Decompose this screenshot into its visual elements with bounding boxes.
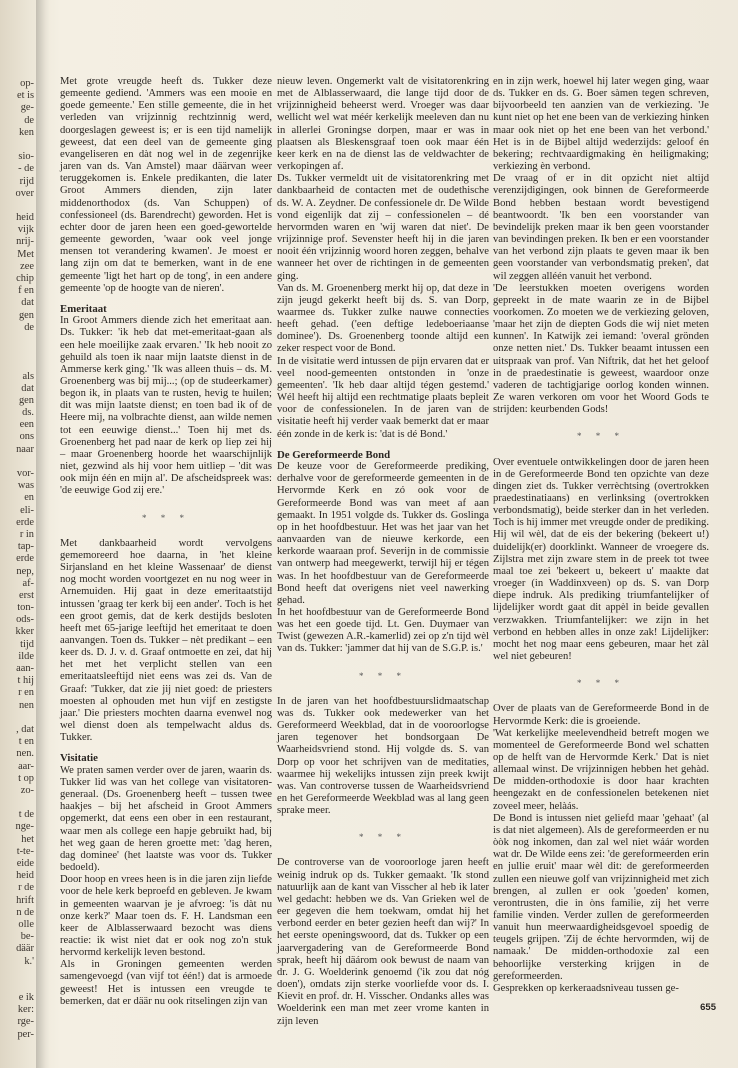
previous-page-fragment: nen. bbox=[16, 748, 34, 760]
previous-page-fragment bbox=[2, 456, 34, 468]
previous-page-fragment bbox=[2, 712, 34, 724]
paragraph: Met grote vreugde heeft ds. Tukker deze gemeente gediend. 'Ammers was een mooie en goede gemeente.' Een stille gemeente, die in het verleden van vrijzinnig rechtzinnig werd, doorgeslagen geweest is; er is een tijd namelijk geweest, dat een deel van de gemeente ging evangeliseren en dàt nog wel in de zegenrijke jaren van ds. Van Amstel) maar däärvan weer teruggekomen is. Enkele predikanten, die later Groot Ammers dienden, zijn later middenorthodox (ds. Van Schuppen) of confessioneel (ds. Barendrecht) geworden. Het is echter door de jaren heen een goed-gewortelde gemeente geworden, 'waar ook veel jonge mensen tot verandering kwamen'. Je moest er lang zijn om dat te bemerken, want in de ene gemeente 'ligt het hart op de tong', in een andere gemeente 'op de hoogte van de nieren'. bbox=[60, 76, 272, 294]
previous-page-fragment: t hij bbox=[17, 675, 34, 687]
section-separator: * * * bbox=[359, 670, 407, 681]
paragraph: In de jaren van het hoofdbestuurslidmaatschap was ds. Tukker ook medewerker van het Gereformeerd Weekblad, dat in de vooroorlogse jaren tegenover het bondsorgaan De Waarheidsvriend stond. Hij volgde ds. S. van Dorp op voor het schrijven van de meditaties, waarmee hij wekelijks intussen zijn preek kwijt was. Van controverse tussen de Waarheidsvriend en het Gereformeerde Weekblad was al lang geen sprake meer. bbox=[277, 695, 489, 817]
paragraph: We praten samen verder over de jaren, waarin ds. Tukker lid was van het college van visitatoren-generaal. (Ds. Groenenberg heeft – tussen twee haakjes – bij het afscheid in Groot Ammers opgemerkt, dat eens een ober in een restaurant, waar men als college een hapje gebruikt had, bij het weg gaan de heren groette met: 'dag heren, dag dominee' (het laatste was voor ds. Tukker bedoeld). bbox=[60, 764, 272, 874]
paragraph: De Bond is intussen niet geliefd maar 'gehaat' (al is dat niet algemeen). Als de gereformeerden er nu òòk nog inkomen, dan zal wel niet wáár worden wat dr. De Wilde eens zei: 'de gereformeerden erin en jullie eruit' maar wèl dit: de gereformeerden zullen een nieuwe golf van vrijzinnigheid met zich brengen, al zullen er ook 'goeden' komen, verontrusten, die in òns familie, zij het verre familie vinden. Verder zullen de gereformeerden vanuit hun meerwaardigheidsgevoel spoedig de teugels grijpen. 'Zij de échte hervormden, wij de namaak.' De midden-orthodoxie zal een behoorlijke versterking krijgen in de gereformeerden. bbox=[493, 812, 709, 982]
previous-page-fragment: eli- bbox=[20, 504, 34, 516]
previous-page-fragment: eide bbox=[16, 858, 34, 869]
previous-page-fragment: aar- bbox=[18, 760, 34, 772]
binding-gutter-shadow bbox=[36, 0, 50, 1068]
paragraph: 'De leerstukken moeten overigens worden gepreekt in de mate waarin ze in de Bijbel voorkomen. Zo moeten we de verkiezing geloven, 'maar het zijn de diepten Gods die wij niet meten kunnen'. In Katwijk zei iemand: 'overal grönden onze netten niet.' Ds. Tukker beaamt intussen een uitspraak van prof. Van Niftrik, dat het het geloof in de praedestinatie is geweest, waardoor onze vaderen de tachtigjarige oorlog konden winnen. Ze waren verkoren om voor het Woord Gods te strijden: keurbenden Gods! bbox=[493, 282, 709, 416]
previous-page-fragment: ds. bbox=[22, 407, 34, 419]
previous-page-fragment: chip bbox=[16, 273, 34, 284]
previous-page-fragment: olle bbox=[18, 918, 34, 930]
previous-page-fragment bbox=[2, 334, 34, 346]
previous-page-fragment: t en bbox=[18, 736, 34, 748]
paragraph: nieuw leven. Ongemerkt valt de visitatorenkring met de Alblasserwaard, die lange tijd door de vrijzinnigheid beheerst werd. Vroeger was daar wellicht wel wat méér kerkelijk meeleven dan nu in allerlei Groningse dorpen, maar er was in plaatsen als Bleskensgraaf toen ook maar één keer kerk en na de dienst las de veldwachter de verkopingen af. bbox=[277, 76, 489, 173]
previous-page-fragment: k.' bbox=[24, 955, 34, 967]
previous-page-fragment: erst bbox=[18, 589, 34, 601]
paragraph: en in zijn werk, hoewel hij later wegen ging, waar ds. Tukker en ds. G. Boer sàmen tegen schreven, bijvoorbeeld ten aanzien van de verkiezing. 'Je kunt niet op het ene been van de verkiezing hinken maar ook niet op het ene been van het verbond.' Het is in de Bijbel altijd wederzijds: geloof én bekering; rechtvaardigmaking èn heiligmaking; verkiezing èn verbond. bbox=[493, 76, 709, 173]
section-heading: Visitatie bbox=[60, 752, 98, 765]
previous-page-fragment: ker: bbox=[17, 1004, 34, 1016]
previous-page-fragment: een bbox=[19, 419, 34, 431]
previous-page-fragment: gen bbox=[18, 309, 34, 321]
paragraph: Als in Groningen gemeenten werden samengevoegd (van vijf tot één!) dat is armoede geweest! Het is intussen een vreugde te bemerken, dat er däär nu ook ritselingen zijn van bbox=[60, 959, 272, 1007]
previous-page-fragment bbox=[2, 346, 34, 358]
previous-page-fragment: sio- bbox=[18, 151, 34, 163]
paragraph: Met dankbaarheid wordt vervolgens gememoreerd hoe daarna, in 'het kleine Sirjansland en het kleine Wassenaar' de dienst nog mocht worden voortgezet en nu nog weer in Arnemuiden. Hij gaat in deze emeritaatstijd intussen 'graag ter kerk bij een ander'. Toch is het een groot gemis, dat de kerk destijds besloten heeft met 65-jarige leeftijd het emeritaat te doen aanvangen. Toen ds. Tukker – nèt predikant – een keer ds. D. J. v. d. Graaf ontmoette en zei, dat hij het met het verplicht stellen van een emeritaatsleeftijd niet eens was zei ds. Van de Graaf: 'Tukker, dat zie jij niet goed: de priesters moesten al ophouden met hun vijf en zestigste jaar.' Die priesters mochten daarna evenwel nog wel dienst doen als tempelwacht aldus ds. Tukker. bbox=[60, 537, 272, 744]
paragraph: In de visitatie werd intussen de pijn ervaren dat er veel nood-gemeenten ontstonden in 'onze gemeenten'. 'Ik heb daar altijd tégen gestemd.' Wél heeft hij altijd een rechtmatige plaats bepleit voor de confessionelen. In de jaren van de visitatie heeft hij verder vaak bemerkt dat er maar één zonde in de kerk is: 'dat is dé Bond.' bbox=[277, 355, 489, 440]
previous-page-fragment: dat bbox=[21, 297, 34, 309]
paragraph: Door hoop en vrees heen is in die jaren zijn liefde voor de hele kerk beproefd en gebleven. Je kwam in gemeenten waarvan je je afvroeg: 'is dàt nu onze kerk?' Maar toen ds. F. H. Landsman een keer de Alblasserwaard bezocht was diens reactie: ik wist niet dat er ook nog zo'n stuk hervormd kerkelijk leven bestond. bbox=[60, 874, 272, 959]
previous-page-fragment: t de bbox=[18, 809, 34, 821]
previous-page-fragment: - de bbox=[18, 163, 34, 175]
previous-page-fragment: over bbox=[15, 187, 34, 199]
paragraph: De vraag of er in dit opzicht niet altijd verenzijdigingen, ook binnen de Gereformeerde Bond hebben bestaan wordt bevestigend beantwoordt. 'Ik ben een voorstander van bevindelijk preken maar ik ben geen voorstander van bevindingen preken. Ik ben er een voorstander van het verbond zijn plaats te geven maar ik ben geen voorstander van verbondsmatig preken', dat wil zeggen alléén vanuit het verbond. bbox=[493, 173, 709, 282]
previous-page-fragment: nep, bbox=[16, 565, 34, 577]
section-separator: * * * bbox=[142, 512, 190, 523]
section-separator: * * * bbox=[577, 678, 625, 689]
previous-page-fragment: gen bbox=[18, 394, 34, 406]
previous-page-fragment: per- bbox=[17, 1028, 34, 1040]
previous-page-fragments bbox=[2, 78, 34, 1041]
previous-page-fragment: nge- bbox=[15, 821, 34, 833]
previous-page-fragment: het bbox=[21, 833, 34, 845]
paragraph: 'Wat kerkelijke meelevendheid betreft mogen we momenteel de Gereformeerde Bond wel schatten op de helft van de Hervormde Kerk.' Dat is niet allemaal winst. De vrijzinnigen hebben het gehàd. De midden-orthodoxie is door haar krachten heengezakt en de confessionelen betekenen niet zoveel meer, helàás. bbox=[493, 727, 709, 812]
previous-page-fragment: r in bbox=[19, 528, 34, 540]
previous-page-fragment: t op bbox=[18, 772, 34, 784]
previous-page-fragment: vor- bbox=[16, 468, 34, 479]
paragraph: Gesprekken op kerkeraadsniveau tussen ge- bbox=[493, 982, 679, 994]
previous-page-fragment bbox=[2, 980, 34, 992]
previous-page-fragment: ge- bbox=[20, 102, 34, 114]
previous-page-fragment: naar bbox=[16, 443, 34, 455]
previous-page-fragment bbox=[2, 797, 34, 809]
previous-page-fragment: zo- bbox=[20, 784, 34, 796]
previous-page-fragment: f en bbox=[18, 285, 34, 297]
paragraph: Over eventuele ontwikkelingen door de jaren heen in de Gereformeerde Bond ten opzichte van deze dingen ziet ds. Tukker verrèchtsing (overtrokken praedestinatiaans) en verlinksing (overtrokken verbondsmatig), beide sterker dan in het verleden. Toch is hij immer met vreugde onder de prediking. Hij wil wèl, dat de eis der bekering (bekeert u!) duidelijk(er) doorklinkt. Wanneer de vroegere ds. Zijlstra met zijn zware stem in de preek tot twee maal toe zei 'bekeert u, bekeert u' maakte dat vroeger (in Waddinxveen) op ds. S. van Dorp diepe indruk. Als prediking triumfantelijker of lijdelijker wordt gaat dit appèl in beide gevallen verzwakken. Triumfantelijker: we zijn in het verbond en hebben alles in onze zak! Lijdelijker: mocht het nog maar eens gebeuren, maar het zàl wel niet gebeuren! bbox=[493, 456, 709, 663]
section-heading: De Gereformeerde Bond bbox=[277, 448, 391, 461]
text-column-3 bbox=[493, 76, 709, 995]
previous-page-fragment: e ik bbox=[18, 992, 34, 1004]
previous-page-fragment: was bbox=[17, 480, 34, 492]
paragraph: Ds. Tukker vermeldt uit de visitatorenkring met dankbaarheid de contacten met de oudethische ds. W. A. Zeydner. De confessionele dr. De Wilde vond eigenlijk dat zij – confessionelen – dé hervormden waren en 'wij waren dat niet'. De vrijzinnige prof. Sevenster heeft hij in die jaren nooit één vrijzinnig woord horen zeggen, behalve wanneer het over de richtingen in de gemeenten ging. bbox=[277, 173, 489, 282]
paragraph: De keuze voor de Gereformeerde prediking, derhalve voor de gereformeerde gemeenten in de Hervormde Kerk en zó ook voor de Gereformeerde Bond was van meet af aan gemaakt. In 1951 volgde ds. Tukker ds. Goslinga op in het hoofdbestuur. Het was het jaar van het aanvaarden van de nieuwe kerkorde, een kerkorde waaraan prof. Severijn in de commissie van ontwerp had meegewerkt, terwijl hij er tégen was. In het hoofdbestuur van de Gereformeerde Bond heeft dat overigens niet veel nawerking gehad. bbox=[277, 461, 489, 606]
text-column-2 bbox=[277, 76, 489, 1028]
previous-page-fragment: vijk bbox=[17, 224, 34, 236]
previous-page-fragment: , dat bbox=[16, 723, 34, 735]
section-heading: Emeritaat bbox=[60, 302, 107, 315]
previous-page-fragment: heid bbox=[16, 870, 34, 882]
previous-page-fragment: tap- bbox=[17, 541, 34, 553]
previous-page-fragment bbox=[2, 358, 34, 370]
previous-page-fragment: Met bbox=[17, 248, 34, 260]
previous-page-fragment: ons bbox=[19, 431, 34, 443]
previous-page-fragment: r en bbox=[18, 687, 34, 699]
previous-page-fragment: de bbox=[24, 321, 34, 333]
previous-page-fragment: rge- bbox=[17, 1016, 34, 1028]
text-column-1 bbox=[60, 76, 272, 1008]
previous-page-fragment: tijd bbox=[20, 638, 34, 650]
section-separator: * * * bbox=[577, 431, 625, 442]
previous-page-fragment: ken bbox=[18, 126, 34, 138]
section-separator: * * * bbox=[359, 832, 407, 843]
previous-page-fragment bbox=[2, 139, 34, 151]
paragraph: Van ds. M. Groenenberg merkt hij op, dat deze in zijn jeugd gekerkt heeft bij ds. S. van Dorp, waarmee ds. Tukker zulke nauwe connecties heeft gehad. ('een deftige ledeboeriaanse dominee'). Ds. Groenenberg toonde altijd een zeker respect voor de Bond. bbox=[277, 282, 489, 355]
previous-page-fragment: hrift bbox=[16, 894, 34, 906]
previous-page-fragment: ton- bbox=[17, 602, 34, 614]
paragraph: In Groot Ammers diende zich het emeritaat aan. Ds. Tukker: 'ik heb dat met-emeritaat-gaan als een hele moeilijke zaak ervaren.' 'Ik heb nooit zo gehuild als toen ik naar mijn laatste dienst in de Ammerse kerk ging.' 'Ik was alleen thuis – ds. M. Groenenberg was bij mij...; (op de studeerkamer) begon ik, in plaats van te rusten, hevig te huilen; dit was mijn laatste dienst; en toen bad ik of de Heere mij, na volbrachte dienst, aan wilde nemen tot een eeuwige dienst...' Toen hij met ds. Groenenberg het pad naar de kerk op liep zei hij – maar Groenenberg hoorde het waarschijnlijk niet, gezwind als hij voor hem uitliep – 'dit was ook mijn één en mijn al'. De afscheidspreek was: 'de eeuwige God zij ere.' bbox=[60, 315, 272, 497]
previous-page-fragment: de bbox=[24, 114, 34, 126]
previous-page-fragment: r de bbox=[18, 882, 34, 894]
previous-page-fragment: t-te- bbox=[16, 845, 34, 857]
paragraph: Over de plaats van de Gereformeerde Bond in de Hervormde Kerk: die is groeiende. bbox=[493, 703, 709, 727]
previous-page-fragment: dat bbox=[21, 382, 34, 394]
paragraph: In het hoofdbestuur van de Gereformeerde Bond was het een goede tijd. Lt. Gen. Duymaer van Twist (gewezen A.R.-kamerlid) zei op z'n tijd wèl van ds. Tukker: 'jammer dat hij van de S.G.P. is.' bbox=[277, 606, 489, 655]
previous-page-fragment: rijd bbox=[19, 175, 34, 187]
previous-page-fragment: heid bbox=[16, 212, 34, 224]
previous-page-fragment: op- bbox=[20, 78, 34, 89]
previous-page-fragment: be- bbox=[20, 931, 34, 943]
previous-page-fragment: kker bbox=[15, 626, 34, 638]
previous-page-fragment: zee bbox=[20, 260, 34, 272]
previous-page-fragment: als bbox=[22, 370, 34, 382]
page-number: 655 bbox=[700, 1002, 716, 1013]
previous-page-fragment: ods- bbox=[16, 614, 34, 626]
previous-page-fragment: däär bbox=[16, 943, 34, 955]
previous-page-fragment: ilde bbox=[18, 650, 34, 662]
previous-page-fragment: aan- bbox=[16, 663, 34, 674]
previous-page-fragment: erde bbox=[16, 516, 34, 528]
previous-page-fragment: et is bbox=[16, 90, 34, 102]
previous-page-fragment bbox=[2, 968, 34, 980]
previous-page-fragment: erde bbox=[16, 553, 34, 565]
previous-page-fragment bbox=[2, 200, 34, 212]
previous-page-fragment: en bbox=[24, 492, 34, 504]
previous-page-fragment: nen bbox=[18, 699, 34, 711]
previous-page-fragment: af- bbox=[22, 577, 34, 589]
previous-page-fragment: nrij- bbox=[16, 236, 34, 248]
previous-page-fragment: n de bbox=[16, 906, 34, 918]
paragraph: De controverse van de vooroorloge jaren heeft weinig indruk op ds. Tukker gemaakt. 'Ik stond natuurlijk aan de kant van Visscher al heb ik later wel gedacht: hebben we ds. Van Grieken wel de eer gegeven die hem toekwam, omdat hij het verbond eerder en beter gezien heeft dan wij?' In het eerste openingswoord, dat ds. Tukker op een jaarvergadering van de Gereformeerde Bond sprak, heeft hij däárom ook bewust de naam van dr. J. G. Woelderink genoemd ('ik zou dat nóg doen'), omdats zijn sterke voorliefde voor ds. I. Kievit en prof. dr. H. Visscher. Ondanks alles was Woelderink een man met zeer vrome kanten in zijn leven bbox=[277, 857, 489, 1027]
